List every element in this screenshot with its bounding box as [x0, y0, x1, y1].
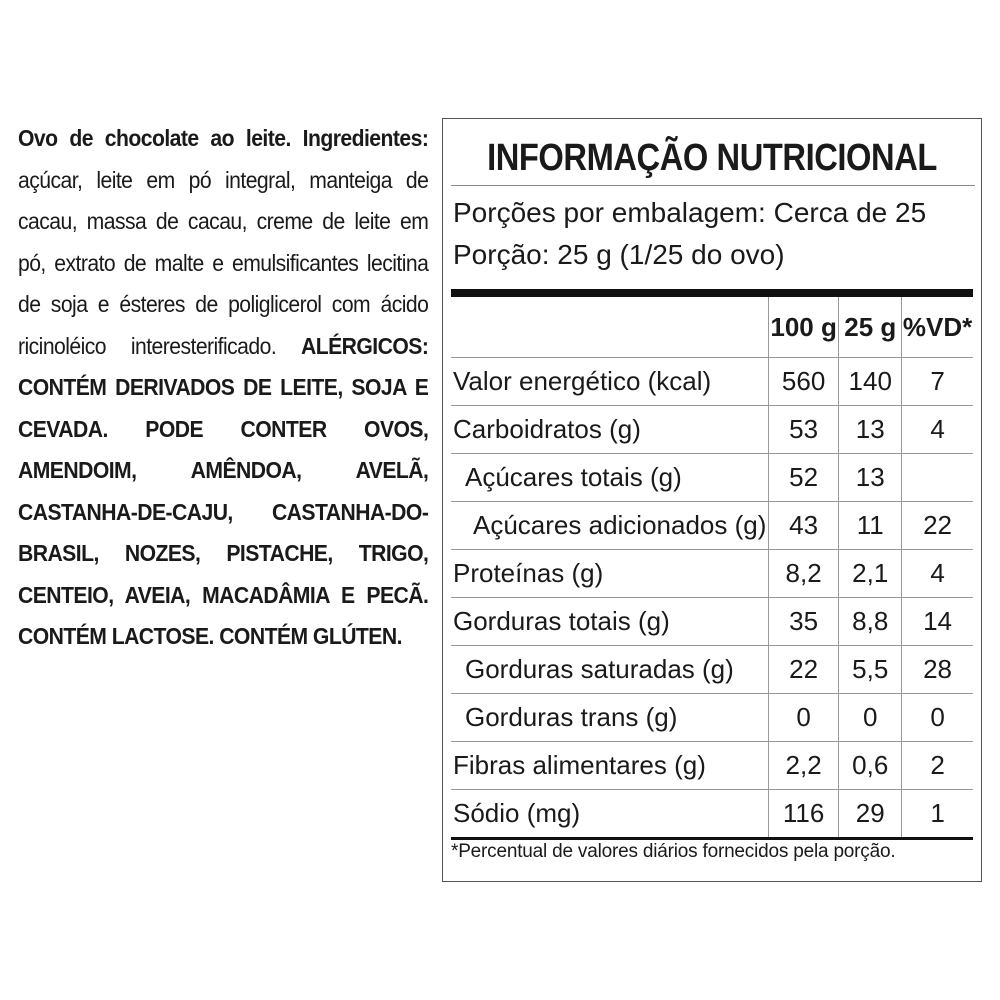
- nutrient-name: Gorduras totais (g): [451, 598, 768, 646]
- value-100g: 52: [768, 454, 839, 502]
- value-100g: 8,2: [768, 550, 839, 598]
- value-25g: 13: [839, 406, 902, 454]
- value-100g: 116: [768, 790, 839, 839]
- table-row: [451, 502, 973, 550]
- value-100g: 0: [768, 694, 839, 742]
- value-100g: 35: [768, 598, 839, 646]
- value-vd: [902, 454, 973, 502]
- table-row: [451, 790, 973, 839]
- nutrient-name: Proteínas (g): [451, 550, 768, 598]
- panel-title: INFORMAÇÃO NUTRICIONAL: [487, 137, 937, 179]
- value-vd: 14: [902, 598, 973, 646]
- nutrition-facts-panel: [442, 118, 982, 882]
- nutrient-name: Fibras alimentares (g): [451, 742, 768, 790]
- footnote: *Percentual de valores diários fornecidos pela porção.: [451, 841, 896, 862]
- nutrient-name: Açúcares totais (g): [451, 454, 768, 502]
- nutrient-name: Gorduras saturadas (g): [451, 646, 768, 694]
- nutrient-name: Valor energético (kcal): [451, 358, 768, 406]
- value-vd: 4: [902, 406, 973, 454]
- table-row: [451, 358, 973, 406]
- value-vd: 1: [902, 790, 973, 839]
- value-100g: 53: [768, 406, 839, 454]
- table-row: [451, 598, 973, 646]
- value-100g: 43: [768, 502, 839, 550]
- header-nutrient: [451, 297, 768, 358]
- value-vd: 28: [902, 646, 973, 694]
- value-vd: 2: [902, 742, 973, 790]
- table-row: [451, 694, 973, 742]
- thick-divider: [451, 289, 973, 297]
- table-row: [451, 646, 973, 694]
- nutrient-name: Açúcares adicionados (g): [451, 502, 768, 550]
- ingredients-text: [18, 118, 428, 658]
- value-vd: 4: [902, 550, 973, 598]
- servings-per-package: Porções por embalagem: Cerca de 25: [453, 197, 927, 228]
- value-25g: 29: [839, 790, 902, 839]
- value-25g: 11: [839, 502, 902, 550]
- value-25g: 5,5: [839, 646, 902, 694]
- table-row: [451, 454, 973, 502]
- table-header-row: [451, 297, 973, 358]
- nutrition-table: [451, 297, 973, 840]
- title-divider: [451, 185, 975, 186]
- product-name: Ovo de chocolate ao leite. Ingredientes:: [18, 125, 429, 151]
- value-25g: 0: [839, 694, 902, 742]
- value-100g: 22: [768, 646, 839, 694]
- value-25g: 2,1: [839, 550, 902, 598]
- value-vd: 22: [902, 502, 973, 550]
- table-row: [451, 550, 973, 598]
- header-100g: 100 g: [768, 297, 839, 358]
- header-vd: %VD*: [902, 297, 973, 358]
- nutrient-name: Gorduras trans (g): [451, 694, 768, 742]
- value-100g: 560: [768, 358, 839, 406]
- header-25g: 25 g: [839, 297, 902, 358]
- ingredients-list: açúcar, leite em pó integral, manteiga de cacau, massa de cacau, creme de leite em pó, extrato de malte e emulsificantes lecitina de soja e ésteres de poliglicerol com ácido ricinoléico interesterificado.: [18, 166, 429, 359]
- table-row: [451, 742, 973, 790]
- value-25g: 13: [839, 454, 902, 502]
- value-25g: 0,6: [839, 742, 902, 790]
- nutrient-name: Sódio (mg): [451, 790, 768, 839]
- value-100g: 2,2: [768, 742, 839, 790]
- allergens-statement: ALÉRGICOS: CONTÉM DERIVADOS DE LEITE, SOJA E CEVADA. PODE CONTER OVOS, AMENDOIM, AMÊNDOA, AVELÃ, CASTANHA-DE-CAJU, CASTANHA-DO-BRASIL, NOZES, PISTACHE, TRIGO, CENTEIO, AVEIA, MACADÂMIA E PECÃ. CONTÉM LACTOSE. CONTÉM GLÚTEN.: [18, 332, 429, 649]
- table-row: [451, 406, 973, 454]
- value-25g: 8,8: [839, 598, 902, 646]
- value-vd: 0: [902, 694, 973, 742]
- nutrient-name: Carboidratos (g): [451, 406, 768, 454]
- portion-size: Porção: 25 g (1/25 do ovo): [453, 239, 785, 270]
- value-25g: 140: [839, 358, 902, 406]
- value-vd: 7: [902, 358, 973, 406]
